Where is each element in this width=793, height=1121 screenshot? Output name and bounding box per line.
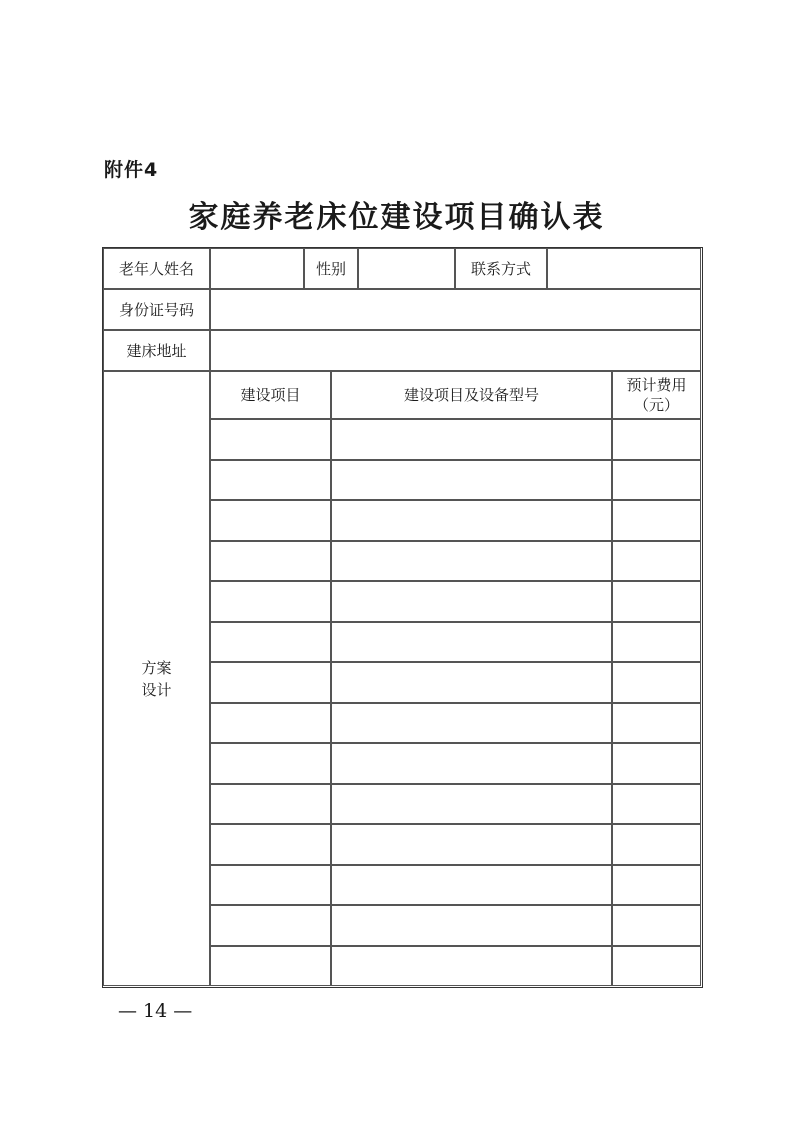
plan-item-cell[interactable]	[210, 500, 331, 541]
plan-item-cell[interactable]	[210, 824, 331, 865]
plan-item-cell[interactable]	[210, 622, 331, 663]
plan-model-cell[interactable]	[331, 460, 612, 501]
plan-model-cell[interactable]	[331, 662, 612, 703]
plan-model-cell[interactable]	[331, 905, 612, 946]
plan-cost-cell[interactable]	[612, 946, 701, 987]
plan-item-cell[interactable]	[210, 541, 331, 582]
plan-model-cell[interactable]	[331, 743, 612, 784]
plan-design-label	[103, 371, 210, 986]
plan-model-cell[interactable]	[331, 946, 612, 987]
plan-design-label-line1: 方案	[141, 658, 172, 677]
plan-model-cell[interactable]	[331, 865, 612, 906]
form-title: 家庭养老床位建设项目确认表	[188, 200, 605, 235]
plan-cost-cell[interactable]	[612, 784, 701, 825]
plan-cost-cell[interactable]	[612, 743, 701, 784]
plan-cost-cell[interactable]	[612, 541, 701, 582]
plan-cost-cell[interactable]	[612, 581, 701, 622]
plan-cost-cell[interactable]	[612, 622, 701, 663]
address-label: 建床地址	[103, 330, 210, 371]
attachment-label: 附件4	[104, 159, 159, 181]
address-field[interactable]	[210, 330, 701, 371]
plan-item-cell[interactable]	[210, 581, 331, 622]
plan-model-cell[interactable]	[331, 824, 612, 865]
plan-item-cell[interactable]	[210, 419, 331, 460]
elder-name-field[interactable]	[210, 248, 304, 289]
plan-item-cell[interactable]	[210, 460, 331, 501]
elder-name-label: 老年人姓名	[103, 248, 210, 289]
plan-cost-cell[interactable]	[612, 703, 701, 744]
plan-cost-cell[interactable]	[612, 460, 701, 501]
plan-cost-cell[interactable]	[612, 419, 701, 460]
plan-item-cell[interactable]	[210, 743, 331, 784]
plan-cost-cell[interactable]	[612, 662, 701, 703]
plan-model-cell[interactable]	[331, 581, 612, 622]
plan-model-cell[interactable]	[331, 622, 612, 663]
plan-cost-cell[interactable]	[612, 905, 701, 946]
plan-cost-cell[interactable]	[612, 865, 701, 906]
plan-model-cell[interactable]	[331, 784, 612, 825]
page-number: — 14 —	[118, 1000, 193, 1022]
gender-field[interactable]	[358, 248, 455, 289]
col-header-item: 建设项目	[210, 371, 331, 419]
plan-model-cell[interactable]	[331, 541, 612, 582]
plan-item-cell[interactable]	[210, 865, 331, 906]
plan-design-label-line2: 设计	[141, 680, 172, 699]
plan-model-cell[interactable]	[331, 500, 612, 541]
plan-model-cell[interactable]	[331, 419, 612, 460]
plan-item-cell[interactable]	[210, 662, 331, 703]
contact-field[interactable]	[547, 248, 701, 289]
col-header-cost	[612, 371, 701, 419]
col-header-cost-line2: （元）	[633, 396, 679, 414]
plan-item-cell[interactable]	[210, 905, 331, 946]
confirmation-form-table	[102, 247, 703, 988]
id-number-field[interactable]	[210, 289, 701, 330]
id-number-label: 身份证号码	[103, 289, 210, 330]
plan-item-cell[interactable]	[210, 946, 331, 987]
plan-cost-cell[interactable]	[612, 500, 701, 541]
plan-item-cell[interactable]	[210, 784, 331, 825]
plan-item-cell[interactable]	[210, 703, 331, 744]
plan-cost-cell[interactable]	[612, 824, 701, 865]
col-header-model: 建设项目及设备型号	[331, 371, 612, 419]
gender-label: 性别	[304, 248, 358, 289]
contact-label: 联系方式	[455, 248, 547, 289]
col-header-cost-line1: 预计费用	[626, 376, 687, 394]
plan-model-cell[interactable]	[331, 703, 612, 744]
